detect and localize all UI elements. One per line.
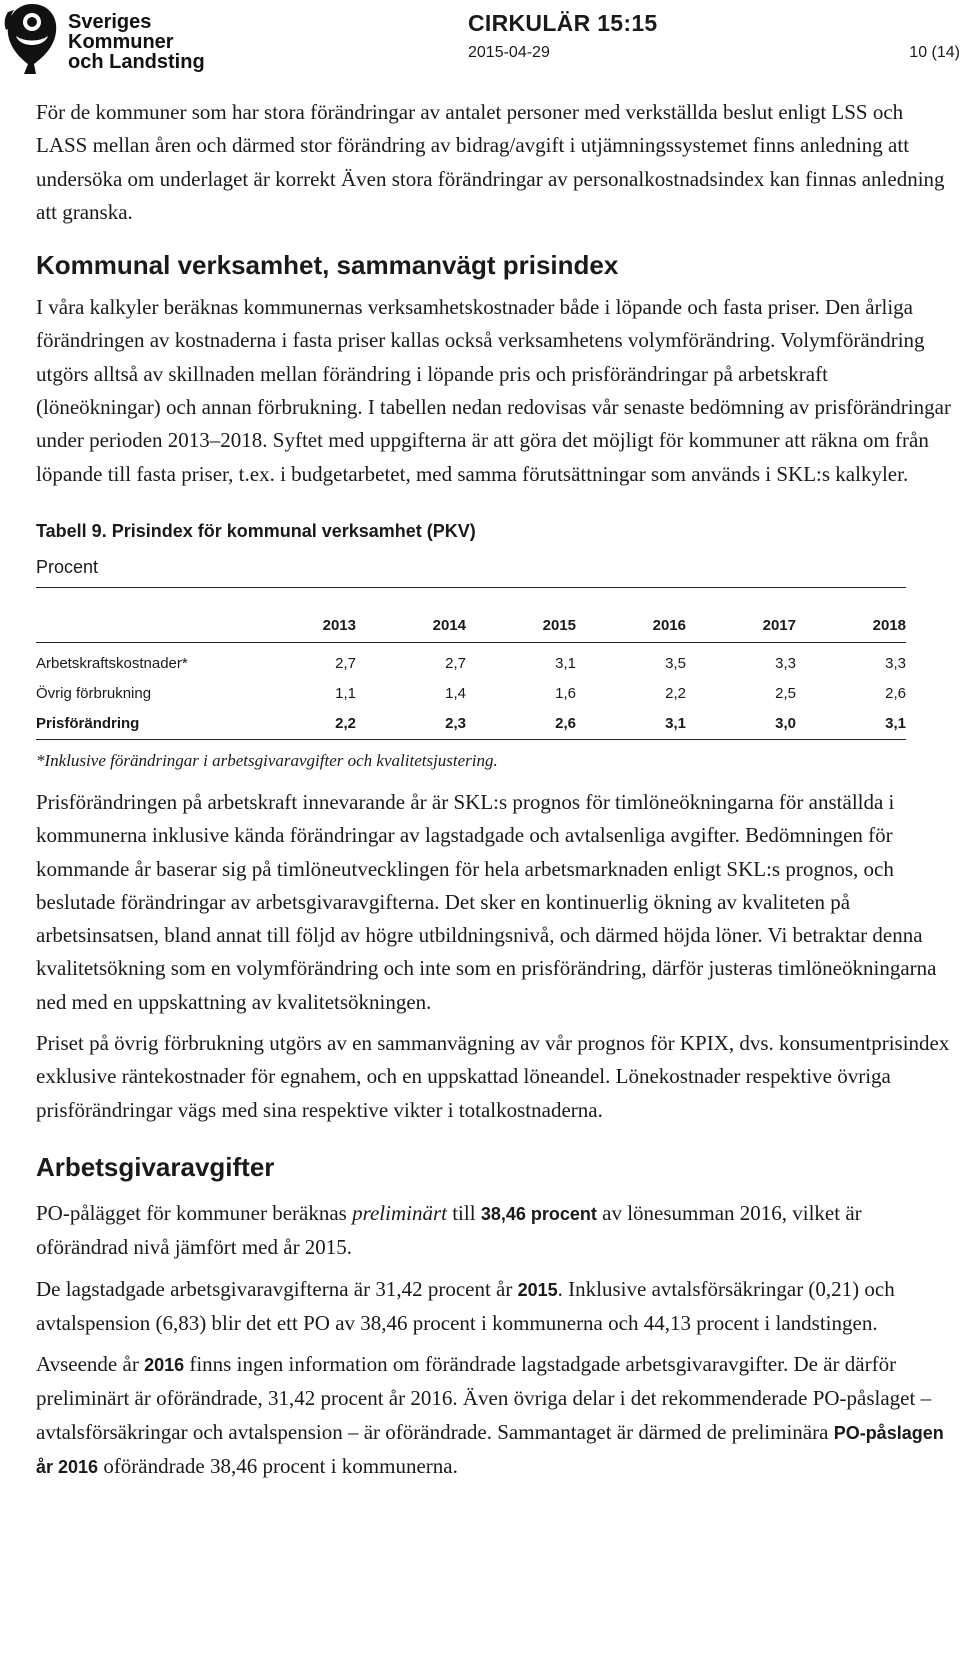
table-row — [36, 642, 906, 679]
forbrukning-paragraph: Priset på övrig förbrukning utgörs av en sammanvägning av vår prognos för KPIX, dvs. konsumentprisindex exklusive räntekostnader för egnahem, och en uppskattad löneandel. Lönekostnader respektive övriga prisförändringar vägs med sina respektive vikter i totalkostnaderna. — [36, 1031, 950, 1122]
table-title: Tabell 9. Prisindex för kommunal verksamhet (PKV) — [36, 520, 476, 541]
text-run: Avseende år — [36, 1352, 145, 1377]
year-header: 2018 — [872, 616, 906, 634]
row-label: Prisförändring — [36, 715, 140, 733]
table-cell: 3,3 — [775, 655, 796, 673]
table-unit: Procent — [36, 556, 99, 577]
intro-paragraph: För de kommuner som har stora förändringar av antalet personer med verkställda beslut enligt LSS och LASS mellan åren och därmed stor förändring av bidrag/avgift i utjämningssystemet finns anledning att undersöka om underlaget är korrekt Även stora förändringar av personalkostnadsindex kan finnas anledning att granska. — [36, 100, 945, 224]
circular-date: 2015-04-29 — [468, 44, 550, 61]
table-cell: 1,4 — [445, 685, 466, 703]
section-heading-prisindex: Kommunal verksamhet, sammanvägt prisindex — [36, 250, 619, 281]
year-header: 2013 — [322, 616, 356, 634]
table-cell: 2,6 — [885, 685, 906, 703]
text-run: finns ingen information om förändrade lagstadgade arbetsgivaravgifter. De är därför preliminärt är oförändrade, 31,42 procent år 2016. Även övriga delar i det rekommenderade PO-påslaget – avtalsförsäkringar och avtalspension – är oförändrade. Sammantaget är därmed de preliminära — [36, 1352, 932, 1444]
prisindex-paragraph: I våra kalkyler beräknas kommunernas verksamhetskostnader både i löpande och fasta priser. Den årliga förändringen av kostnaderna i fasta priser kallas också verksamhetens volymförändring. Volymförändring utgörs alltså av skillnaden mellan förändring i löpande pris och prisförändringar på arbetskraft (löneökningar) och annan förbrukning. I tabellen nedan redovisas vår senaste bedömning av prisförändringar under perioden 2013–2018. Syftet med uppgifterna är att göra det möjligt för kommuner att räkna om från löpande till fasta priser, t.ex. i budgetarbetet, med samma förutsättningar som används i SKL:s kalkyler. — [36, 295, 951, 486]
skl-logo — [2, 2, 205, 78]
table-cell: 3,3 — [885, 655, 906, 673]
table-cell: 1,6 — [555, 685, 576, 703]
table-cell: 2,3 — [445, 715, 466, 733]
table-row-total — [36, 709, 906, 740]
logo-line-3: och Landsting — [68, 51, 205, 73]
text-run: . Inklusive avtalsförsäkringar (0,21) och avtalspension (6,83) blir det ett PO av 38,46 procent i kommunerna och 44,13 procent i landstingen. — [36, 1276, 895, 1335]
table-cell: 2,2 — [665, 685, 686, 703]
year-header: 2014 — [432, 616, 466, 634]
logo-line-1: Sveriges — [68, 11, 152, 33]
text-run: av lönesumman 2016, vilket är oförändrad nivå jämfört med år 2015. — [36, 1200, 862, 1260]
text-run: De lagstadgade arbetsgivaravgifterna är 31,42 procent år — [36, 1276, 518, 1301]
text-run-bold: 38,46 procent — [480, 1203, 597, 1224]
table-header-blank — [36, 587, 246, 642]
text-run-bold: 2015 — [517, 1279, 558, 1300]
document-body — [36, 96, 951, 1484]
text-run: oförändrade 38,46 procent i kommunerna. — [98, 1454, 458, 1479]
year-header: 2015 — [542, 616, 576, 634]
row-label: Arbetskraftskostnader* — [36, 655, 188, 673]
circular-title: CIRKULÄR 15:15 — [468, 10, 658, 36]
text-run: till — [446, 1200, 481, 1225]
text-run-bold: 2016 — [144, 1355, 185, 1376]
table-footnote: *Inklusive förändringar i arbetsgivaravgifter och kvalitetsjustering. — [36, 750, 498, 770]
table-cell: 1,1 — [335, 685, 356, 703]
year-header: 2017 — [762, 616, 796, 634]
po-paragraph — [36, 1197, 951, 1265]
table-cell: 2,5 — [775, 685, 796, 703]
page-header — [0, 0, 960, 80]
table-cell: 2,7 — [335, 655, 356, 673]
text-run-italic: preliminärt — [352, 1200, 447, 1225]
table-cell: 2,6 — [555, 715, 576, 733]
page-number: 10 (14) — [909, 44, 960, 61]
section-heading-arbetsgivaravgifter: Arbetsgivaravgifter — [36, 1151, 275, 1182]
text-run: PO-pålägget för kommuner beräknas — [36, 1200, 353, 1225]
table-header-row — [36, 587, 906, 642]
avseende-paragraph — [36, 1348, 951, 1484]
table-cell: 3,5 — [665, 655, 686, 673]
pkv-table — [36, 587, 906, 740]
row-label: Övrig förbrukning — [36, 685, 152, 703]
text-run-bold: PO-påslagen år 2016 — [36, 1422, 944, 1478]
year-header: 2016 — [652, 616, 686, 634]
lagstadgade-paragraph — [36, 1273, 951, 1341]
table-cell: 2,7 — [445, 655, 466, 673]
table-cell: 3,1 — [885, 715, 906, 733]
table-cell: 3,1 — [555, 655, 576, 673]
table-cell: 3,0 — [775, 715, 796, 733]
arbetskraft-paragraph: Prisförändringen på arbetskraft innevarande år är SKL:s prognos för timlöneökningarna för anställda i kommunerna inklusive kända förändringar av lagstadgade och avtalsenliga avgifter. Bedömningen för kommande år baserar sig på timlöneutvecklingen för hela arbetsmarknaden enligt SKL:s prognos, och beslutade förändringar av arbetsgivaravgifterna. Det sker en kontinuerlig ökning av kvaliteten på arbetsinsatsen, bland annat till följd av högre utbildningsnivå, och därmed höjda löner. Vi betraktar denna kvalitetsökning som en volymförändring och inte som en prisförändring, därför justeras timlöneökningarna ned med en uppskattning av kvalitetsökningen. — [36, 789, 937, 1014]
skl-emblem-icon — [2, 2, 64, 76]
table-cell: 3,1 — [665, 715, 686, 733]
logo-line-2: Kommuner — [68, 31, 174, 53]
table-cell: 2,2 — [335, 715, 356, 733]
table-row — [36, 679, 906, 709]
